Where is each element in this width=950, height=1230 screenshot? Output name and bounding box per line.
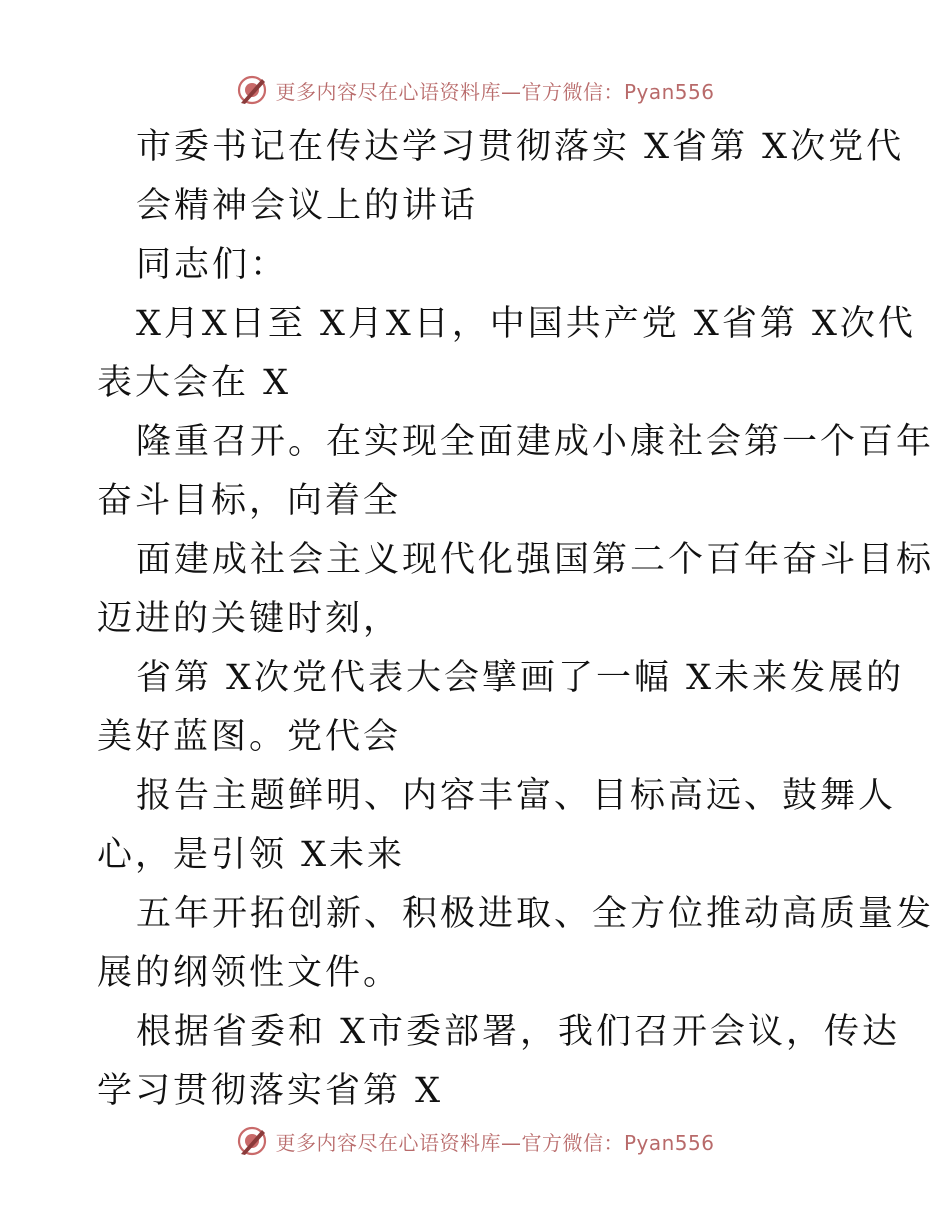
paragraph-line: 根据省委和 X市委部署，我们召开会议，传达	[136, 1012, 901, 1052]
quill-logo-icon	[235, 73, 269, 107]
title-line-2: 会精神会议上的讲话	[136, 186, 479, 226]
paragraph-line: 学习贯彻落实省第 X	[97, 1071, 444, 1111]
watermark-header	[0, 70, 950, 110]
watermark-text: 更多内容尽在心语资料库—官方微信：Pyan556	[275, 79, 715, 104]
watermark-footer	[0, 1121, 950, 1161]
paragraph-line: 美好蓝图。党代会	[97, 717, 402, 757]
paragraph-line: 表大会在 X	[97, 363, 292, 403]
watermark-text: 更多内容尽在心语资料库—官方微信：Pyan556	[275, 1130, 715, 1155]
paragraph-line: 心，是引领 X未来	[97, 835, 406, 875]
title-line-1: 市委书记在传达学习贯彻落实 X省第 X次党代	[136, 127, 905, 167]
paragraph-line: X月X日至 X月X日，中国共产党 X省第 X次代	[136, 304, 916, 344]
paragraph-line: 面建成社会主义现代化强国第二个百年奋斗目标	[136, 540, 935, 580]
paragraph-line: 五年开拓创新、积极进取、全方位推动高质量发	[136, 894, 935, 934]
paragraph-line: 省第 X次党代表大会擘画了一幅 X未来发展的	[136, 658, 905, 698]
paragraph-line: 报告主题鲜明、内容丰富、目标高远、鼓舞人	[136, 776, 897, 816]
paragraph-line: 迈进的关键时刻，	[97, 599, 402, 639]
quill-logo-icon	[235, 1124, 269, 1158]
salutation: 同志们：	[136, 245, 289, 285]
paragraph-line: 奋斗目标，向着全	[97, 481, 402, 521]
paragraph-line: 展的纲领性文件。	[97, 953, 402, 993]
paragraph-line: 隆重召开。在实现全面建成小康社会第一个百年	[136, 422, 935, 462]
